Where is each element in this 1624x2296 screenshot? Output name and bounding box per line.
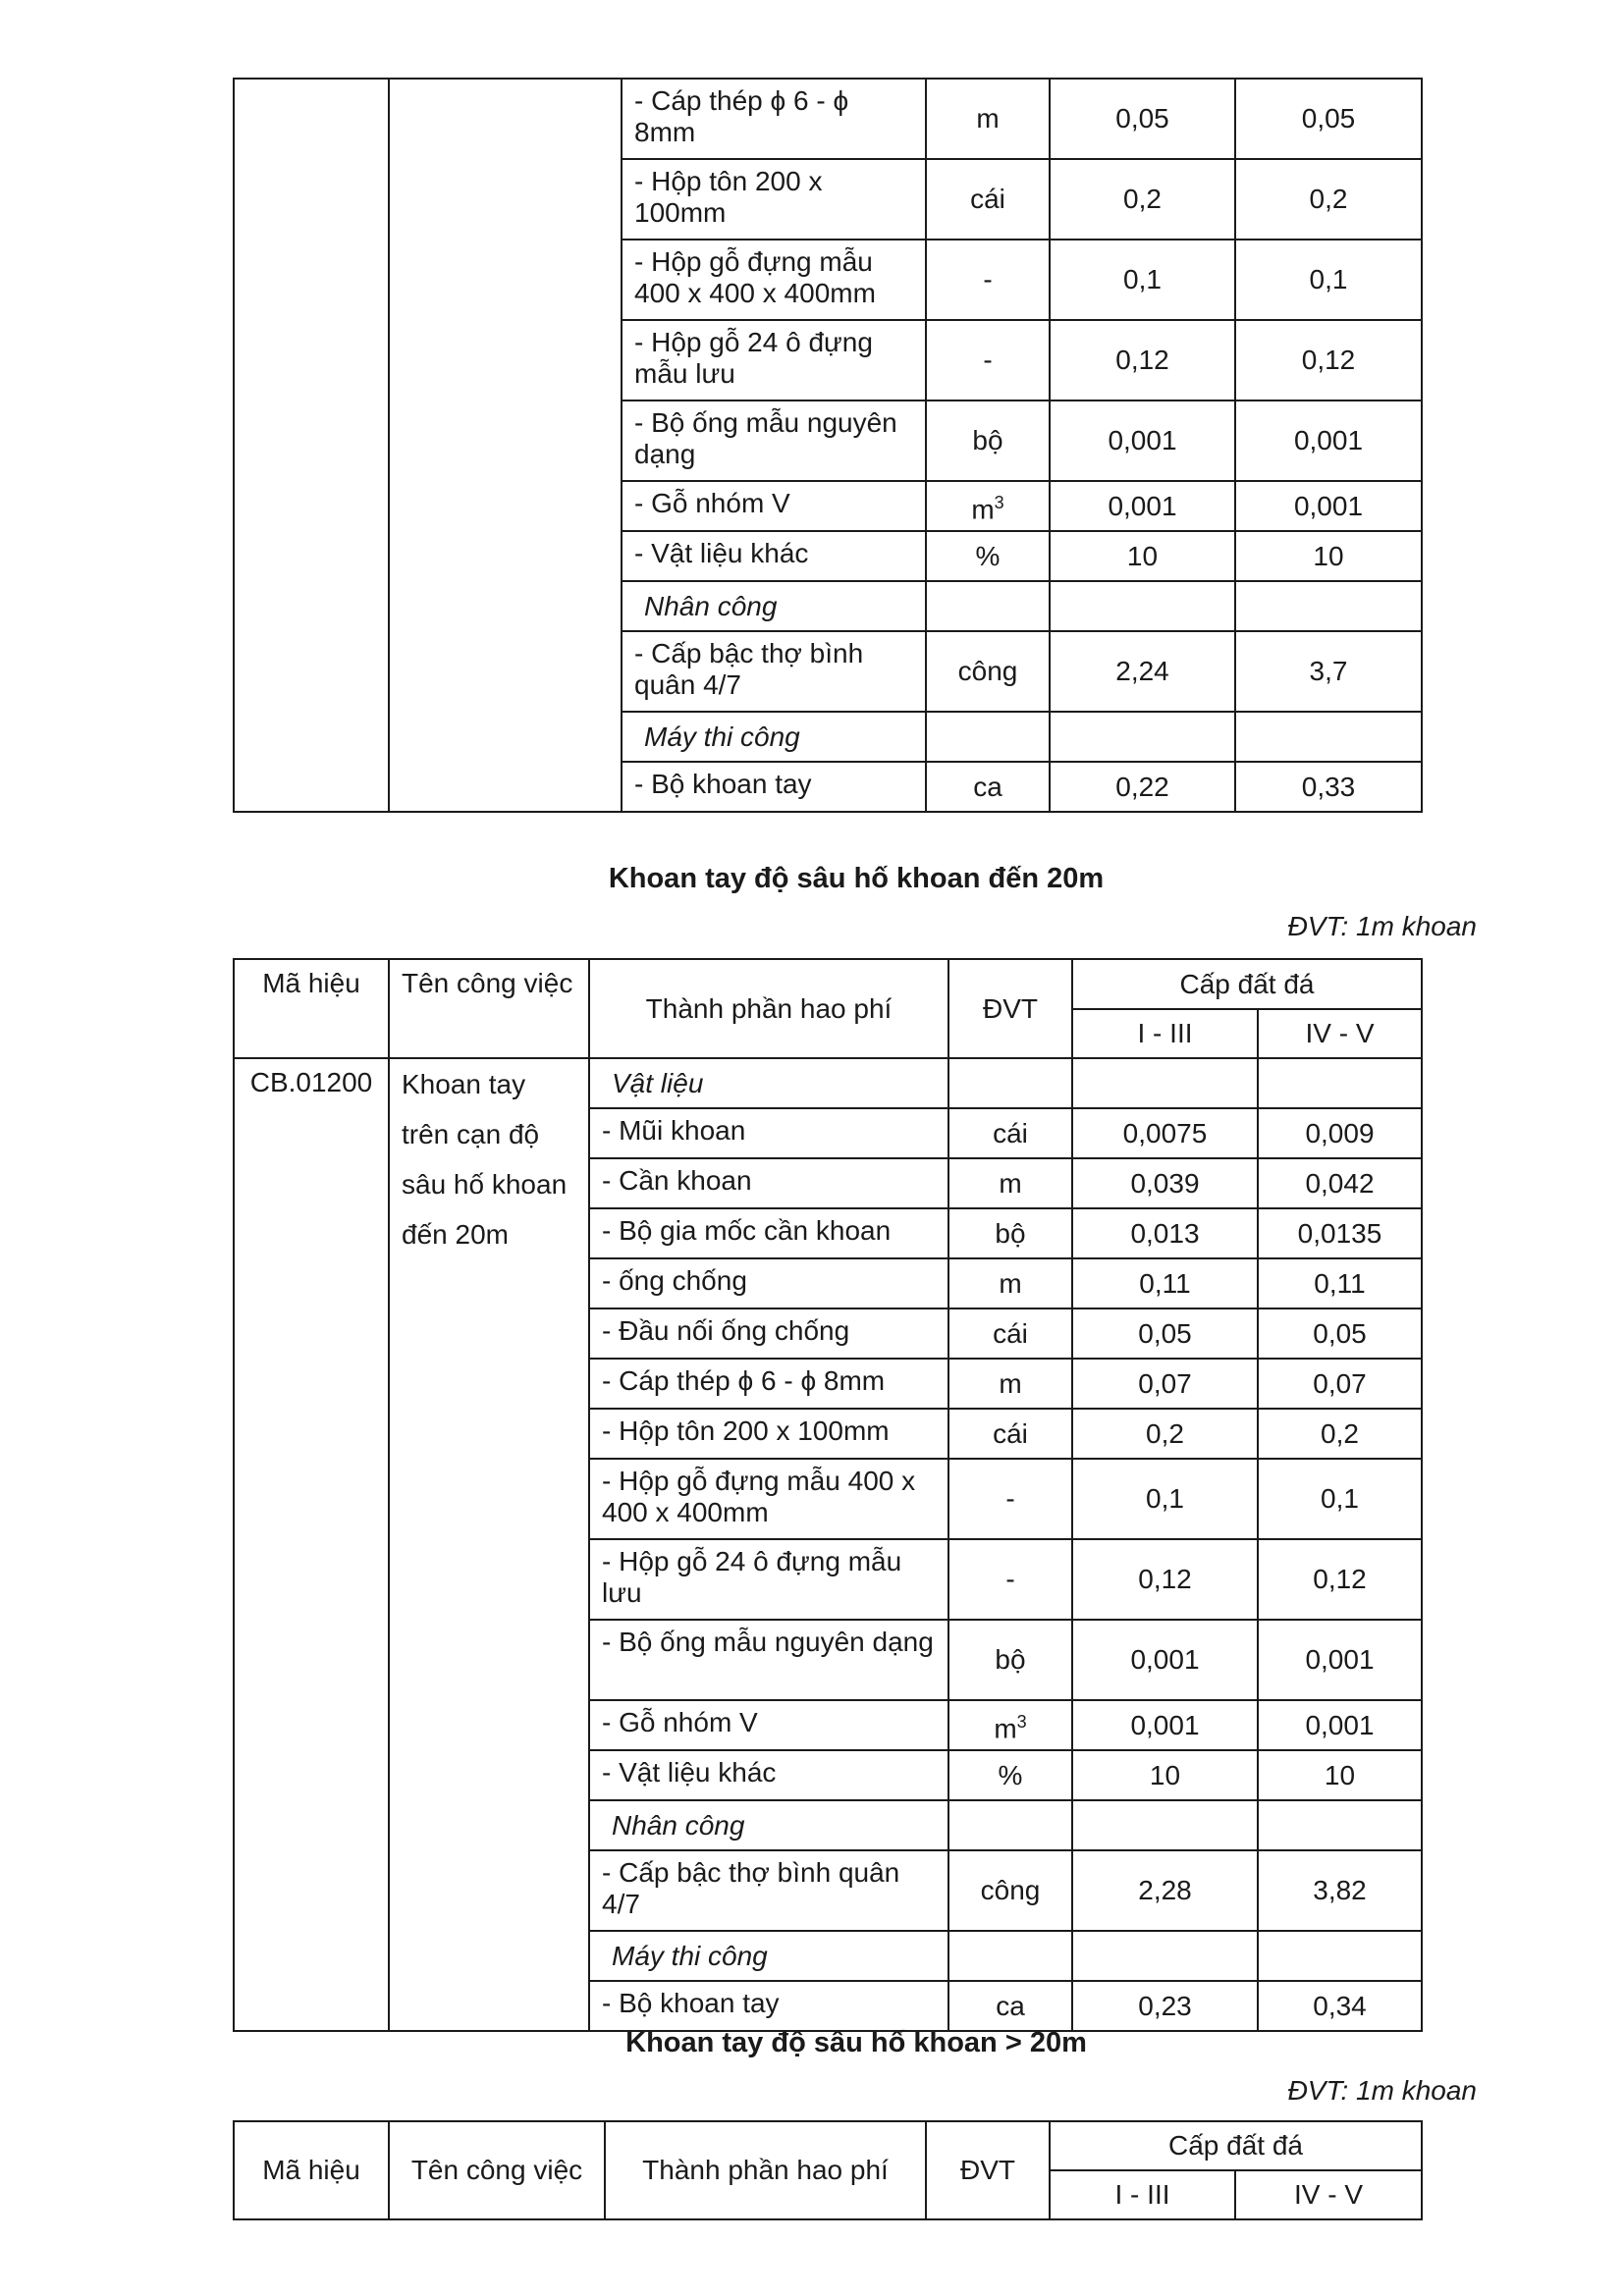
code-cell-empty — [234, 79, 389, 812]
component-unit: cái — [948, 1108, 1072, 1158]
job-code: CB.01200 — [234, 1058, 389, 2031]
grade-2-value: 0,12 — [1235, 320, 1422, 400]
component-unit: m — [926, 79, 1050, 159]
grade-1-value — [1072, 1058, 1258, 1108]
component-name: - Bộ ống mẫu nguyên dạng — [589, 1620, 948, 1700]
component-unit: - — [948, 1459, 1072, 1539]
group-label: Máy thi công — [622, 712, 926, 762]
grade-1-value: 0,23 — [1072, 1981, 1258, 2031]
grade-1-value: 0,2 — [1072, 1409, 1258, 1459]
component-unit: công — [948, 1850, 1072, 1931]
header-soil-grade: Cấp đất đá — [1072, 959, 1422, 1009]
component-unit — [926, 712, 1050, 762]
component-unit: $m^3$ — [926, 481, 1050, 531]
grade-1-value: 0,0075 — [1072, 1108, 1258, 1158]
grade-2-value: 0,2 — [1258, 1409, 1422, 1459]
header-code: Mã hiệu — [234, 959, 389, 1058]
grade-1-value: 0,039 — [1072, 1158, 1258, 1208]
header-unit: ĐVT — [926, 2121, 1050, 2219]
component-name: - Cáp thép ϕ 6 - ϕ 8mm — [622, 79, 926, 159]
component-name: - Gỗ nhóm V — [589, 1700, 948, 1750]
component-unit: cái — [948, 1409, 1072, 1459]
grade-1-value: 0,1 — [1072, 1459, 1258, 1539]
work-cell-empty — [389, 79, 622, 812]
grade-1-value — [1050, 581, 1235, 631]
header-code: Mã hiệu — [234, 2121, 389, 2219]
grade-1-value: 0,013 — [1072, 1208, 1258, 1258]
grade-1-value: 10 — [1072, 1750, 1258, 1800]
component-name: - Bộ khoan tay — [622, 762, 926, 812]
component-name: - ống chống — [589, 1258, 948, 1308]
header-work: Tên công việc — [389, 959, 589, 1058]
header-grade-2: IV - V — [1235, 2170, 1422, 2219]
component-name: - Cấp bậc thợ bình quân 4/7 — [589, 1850, 948, 1931]
grade-2-value: 0,33 — [1235, 762, 1422, 812]
component-unit: % — [926, 531, 1050, 581]
section-title: Khoan tay độ sâu hố khoan đến 20m — [608, 863, 1105, 894]
grade-2-value: 0,1 — [1235, 240, 1422, 320]
grade-1-value: 0,11 — [1072, 1258, 1258, 1308]
header-grade-1: I - III — [1072, 1009, 1258, 1058]
component-name: - Bộ khoan tay — [589, 1981, 948, 2031]
component-unit: m — [948, 1359, 1072, 1409]
header-unit: ĐVT — [948, 959, 1072, 1058]
grade-1-value: 0,1 — [1050, 240, 1235, 320]
header-work: Tên công việc — [389, 2121, 605, 2219]
component-name: - Vật liệu khác — [589, 1750, 948, 1800]
component-unit — [926, 581, 1050, 631]
grade-2-value — [1258, 1931, 1422, 1981]
header-grade-2: IV - V — [1258, 1009, 1422, 1058]
grade-2-value — [1258, 1800, 1422, 1850]
component-name: - Đầu nối ống chống — [589, 1308, 948, 1359]
grade-2-value: 10 — [1258, 1750, 1422, 1800]
component-unit — [948, 1800, 1072, 1850]
component-name: - Cần khoan — [589, 1158, 948, 1208]
group-label: Vật liệu — [589, 1058, 948, 1108]
component-unit: bộ — [948, 1620, 1072, 1700]
grade-2-value: 0,11 — [1258, 1258, 1422, 1308]
grade-2-value: 0,042 — [1258, 1158, 1422, 1208]
grade-2-value — [1258, 1058, 1422, 1108]
header-components: Thành phần hao phí — [589, 959, 948, 1058]
grade-2-value: 0,05 — [1235, 79, 1422, 159]
grade-2-value: 0,009 — [1258, 1108, 1422, 1158]
grade-1-value — [1072, 1931, 1258, 1981]
grade-2-value: 10 — [1235, 531, 1422, 581]
component-unit: m — [948, 1258, 1072, 1308]
grade-1-value: 0,001 — [1072, 1700, 1258, 1750]
table-continuation — [233, 78, 1423, 813]
grade-2-value — [1235, 581, 1422, 631]
job-name-line: Khoan tay — [402, 1069, 526, 1099]
component-unit: - — [926, 240, 1050, 320]
component-name: - Bộ gia mốc cần khoan — [589, 1208, 948, 1258]
component-name: - Hộp gỗ đựng mẫu 400 x 400 x 400mm — [622, 240, 926, 320]
header-grade-1: I - III — [1050, 2170, 1235, 2219]
component-unit: % — [948, 1750, 1072, 1800]
component-name: - Cấp bậc thợ bình quân 4/7 — [622, 631, 926, 712]
group-label: Nhân công — [622, 581, 926, 631]
job-name-line: sâu hố khoan — [402, 1169, 568, 1200]
grade-1-value: 0,12 — [1050, 320, 1235, 400]
grade-2-value: 0,001 — [1258, 1700, 1422, 1750]
job-name-line: trên cạn độ — [402, 1119, 540, 1149]
section-title-2: Khoan tay độ sâu hố khoan > 20m — [625, 2027, 1087, 2058]
grade-1-value: 0,07 — [1072, 1359, 1258, 1409]
grade-2-value: 0,34 — [1258, 1981, 1422, 2031]
component-unit: ca — [926, 762, 1050, 812]
component-unit: ca — [948, 1981, 1072, 2031]
grade-2-value: 0,001 — [1235, 481, 1422, 531]
grade-2-value: 0,2 — [1235, 159, 1422, 240]
grade-1-value: 0,001 — [1072, 1620, 1258, 1700]
header-soil-grade: Cấp đất đá — [1050, 2121, 1422, 2170]
grade-1-value: 2,24 — [1050, 631, 1235, 712]
component-unit — [948, 1931, 1072, 1981]
group-label: Máy thi công — [589, 1931, 948, 1981]
grade-2-value: 0,12 — [1258, 1539, 1422, 1620]
component-unit: cái — [926, 159, 1050, 240]
grade-2-value: 3,82 — [1258, 1850, 1422, 1931]
component-unit: bộ — [926, 400, 1050, 481]
grade-2-value — [1235, 712, 1422, 762]
group-label: Nhân công — [589, 1800, 948, 1850]
job-name — [389, 1058, 589, 2031]
component-name: - Hộp tôn 200 x 100mm — [589, 1409, 948, 1459]
grade-1-value: 0,2 — [1050, 159, 1235, 240]
component-name: - Mũi khoan — [589, 1108, 948, 1158]
component-name: - Hộp tôn 200 x 100mm — [622, 159, 926, 240]
grade-1-value: 0,22 — [1050, 762, 1235, 812]
grade-1-value — [1072, 1800, 1258, 1850]
norm-table-20m — [233, 958, 1423, 2032]
component-name: - Cáp thép ϕ 6 - ϕ 8mm — [589, 1359, 948, 1409]
grade-1-value: 0,001 — [1050, 481, 1235, 531]
grade-1-value: 0,05 — [1050, 79, 1235, 159]
component-unit: bộ — [948, 1208, 1072, 1258]
unit-note-2: ĐVT: 1m khoan — [1287, 2075, 1477, 2106]
grade-1-value: 0,001 — [1050, 400, 1235, 481]
component-name: - Gỗ nhóm V — [622, 481, 926, 531]
component-name: - Hộp gỗ 24 ô đựng mẫu lưu — [589, 1539, 948, 1620]
component-unit: - — [926, 320, 1050, 400]
table-row — [234, 1058, 1422, 1108]
grade-1-value: 2,28 — [1072, 1850, 1258, 1931]
component-name: - Bộ ống mẫu nguyên dạng — [622, 400, 926, 481]
grade-1-value: 0,05 — [1072, 1308, 1258, 1359]
grade-2-value: 0,07 — [1258, 1359, 1422, 1409]
norm-table-over-20m — [233, 2120, 1423, 2220]
grade-2-value: 0,0135 — [1258, 1208, 1422, 1258]
grade-1-value: 0,12 — [1072, 1539, 1258, 1620]
component-unit: $m^3$ — [948, 1700, 1072, 1750]
grade-1-value: 10 — [1050, 531, 1235, 581]
grade-2-value: 0,05 — [1258, 1308, 1422, 1359]
component-name: - Hộp gỗ đựng mẫu 400 x 400 x 400mm — [589, 1459, 948, 1539]
job-name-line: đến 20m — [402, 1219, 509, 1250]
component-unit: - — [948, 1539, 1072, 1620]
grade-2-value: 0,1 — [1258, 1459, 1422, 1539]
table-row — [234, 79, 1422, 159]
component-unit: cái — [948, 1308, 1072, 1359]
grade-2-value: 0,001 — [1235, 400, 1422, 481]
component-name: - Hộp gỗ 24 ô đựng mẫu lưu — [622, 320, 926, 400]
grade-2-value: 3,7 — [1235, 631, 1422, 712]
component-unit — [948, 1058, 1072, 1108]
component-unit: công — [926, 631, 1050, 712]
grade-1-value — [1050, 712, 1235, 762]
header-components: Thành phần hao phí — [605, 2121, 926, 2219]
component-unit: m — [948, 1158, 1072, 1208]
component-name: - Vật liệu khác — [622, 531, 926, 581]
unit-note: ĐVT: 1m khoan — [1287, 911, 1477, 941]
grade-2-value: 0,001 — [1258, 1620, 1422, 1700]
